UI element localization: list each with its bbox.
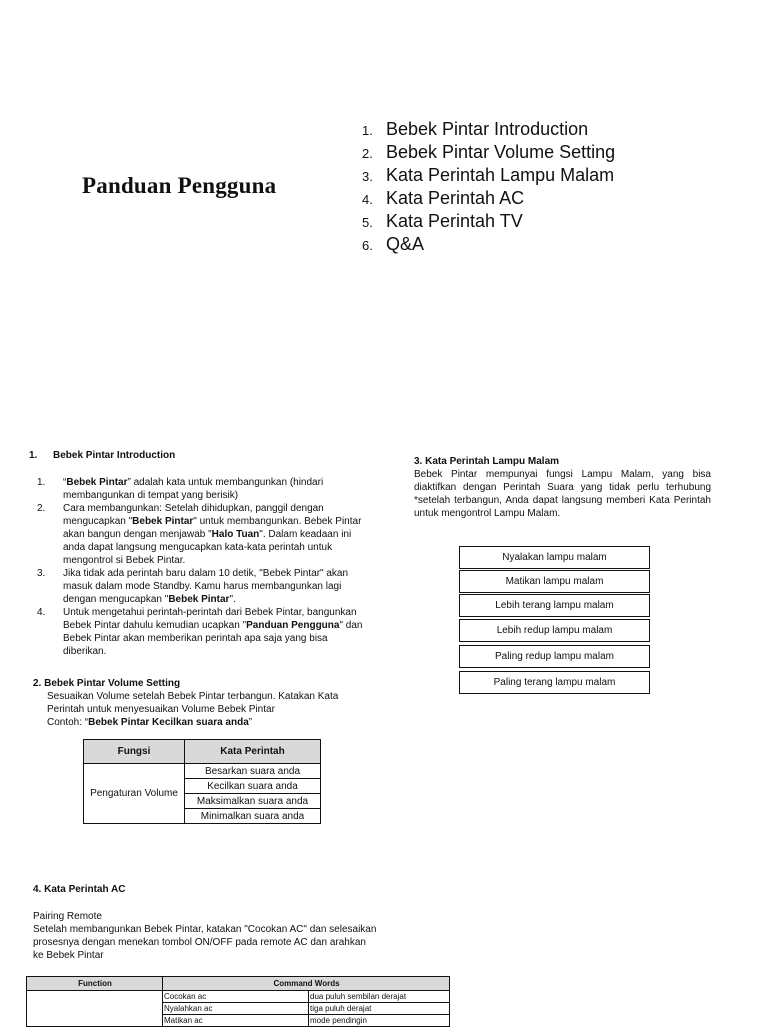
toc-label: Kata Perintah Lampu Malam bbox=[386, 165, 615, 185]
toc-number: 5. bbox=[362, 215, 373, 230]
toc-number: 1. bbox=[362, 123, 373, 138]
table-cell-command: Maksimalkan suara anda bbox=[185, 794, 321, 809]
table-cell-command: tiga puluh derajat bbox=[309, 1003, 450, 1015]
table-header-row bbox=[27, 977, 450, 991]
example-prefix: Contoh: “ bbox=[47, 717, 89, 728]
toc-label: Q&A bbox=[386, 234, 425, 254]
table-cell-command: Cocokan ac bbox=[163, 991, 309, 1003]
list-text: Jika tidak ada perintah baru dalam 10 detik, "Bebek Pintar" akan masuk dalam mode Standby. Kamu harus membangunkan lagi dengan mengucapkan " bbox=[63, 568, 349, 605]
toc-label: Kata Perintah AC bbox=[386, 188, 525, 208]
list-item bbox=[37, 502, 364, 567]
table-cell-function: Pengaturan Volume bbox=[84, 764, 185, 824]
section-3-description: Bebek Pintar mempunyai fungsi Lampu Malam, yang bisa diaktifkan dengan Perintah Suara yang tidak perlu terhubung *setelah terbangun, Anda dapat langsung memberi Kata Perintah untuk mengontrol Lampu Malam. bbox=[414, 469, 711, 519]
toc-label: Kata Perintah TV bbox=[386, 211, 523, 231]
ac-table bbox=[26, 976, 450, 1027]
table-cell-command: Minimalkan suara anda bbox=[185, 809, 321, 824]
list-item bbox=[37, 567, 364, 606]
toc-number: 2. bbox=[362, 146, 373, 161]
table-cell-command: dua puluh sembilan derajat bbox=[309, 991, 450, 1003]
toc-item bbox=[362, 118, 762, 141]
table-header-cell: Fungsi bbox=[84, 740, 185, 764]
list-text: “ bbox=[63, 477, 67, 488]
list-text: " untuk membangunkan. Bebek Pintar akan bangun dengan menjawab " bbox=[63, 516, 362, 540]
section-2-description: Sesuaikan Volume setelah Bebek Pintar terbangun. Katakan Kata Perintah untuk menyesuaikan Volume Bebek Pintar bbox=[47, 691, 339, 715]
bold-text: Panduan Pengguna bbox=[246, 620, 340, 631]
table-cell-command: Nyalahkan ac bbox=[163, 1003, 309, 1015]
document-title: Panduan Pengguna bbox=[82, 173, 277, 198]
lamp-command-box: Matikan lampu malam bbox=[459, 570, 650, 593]
table-cell-command: mode pendingin bbox=[309, 1015, 450, 1027]
table-cell-command: Matikan ac bbox=[163, 1015, 309, 1027]
toc-item bbox=[362, 141, 762, 164]
lamp-command-box: Paling terang lampu malam bbox=[459, 671, 650, 694]
list-text: Untuk mengetahui perintah-perintah dari Bebek Pintar, bangunkan Bebek Pintar dahulu kemudian ucapkan " bbox=[63, 607, 357, 631]
table-cell-function bbox=[27, 991, 163, 1027]
section-2-example bbox=[47, 716, 367, 729]
list-item bbox=[37, 476, 364, 502]
example-suffix: ” bbox=[248, 717, 253, 728]
lamp-command-box: Nyalakan lampu malam bbox=[459, 546, 650, 569]
toc-item bbox=[362, 164, 762, 187]
toc-label: Bebek Pintar Volume Setting bbox=[386, 142, 616, 162]
section-4-subtitle: Pairing Remote bbox=[33, 911, 102, 922]
list-text: ” adalah kata untuk membangunkan (hindari membangunkan di tempat yang berisik) bbox=[63, 477, 324, 501]
list-text: ". Dalam keadaan ini anda dapat langsung mengucapkan kata-kata perintah untuk mengontrol si Bebek Pintar. bbox=[63, 529, 352, 566]
table-header-cell: Function bbox=[27, 977, 163, 991]
example-command: Bebek Pintar Kecilkan suara anda bbox=[88, 717, 249, 728]
bold-text: Bebek Pintar bbox=[66, 477, 128, 488]
list-number: 4. bbox=[37, 607, 46, 618]
list-item bbox=[37, 606, 364, 658]
bold-text: Bebek Pintar bbox=[168, 594, 230, 605]
toc-number: 6. bbox=[362, 238, 373, 253]
list-number: 3. bbox=[37, 568, 46, 579]
toc-item bbox=[362, 210, 762, 233]
table-cell-command: Kecilkan suara anda bbox=[185, 779, 321, 794]
toc-label: Bebek Pintar Introduction bbox=[386, 119, 589, 139]
section-4-heading: 4. Kata Perintah AC bbox=[33, 884, 126, 895]
list-text: ". bbox=[229, 594, 236, 605]
table-header-row bbox=[84, 740, 321, 764]
bold-text: Halo Tuan bbox=[211, 529, 260, 540]
table-cell-command: Besarkan suara anda bbox=[185, 764, 321, 779]
table-header-cell: Command Words bbox=[163, 977, 450, 991]
toc-number: 4. bbox=[362, 192, 373, 207]
table-row bbox=[84, 764, 321, 779]
list-number: 2. bbox=[37, 503, 46, 514]
list-number: 1. bbox=[37, 477, 46, 488]
bold-text: Bebek Pintar bbox=[132, 516, 194, 527]
section-1-number: 1. bbox=[29, 450, 38, 461]
table-row bbox=[27, 991, 450, 1003]
section-3-heading: 3. Kata Perintah Lampu Malam bbox=[414, 456, 560, 467]
section-1-list bbox=[37, 476, 364, 658]
table-of-contents bbox=[362, 118, 762, 256]
volume-table bbox=[83, 739, 321, 824]
section-2-heading: 2. Bebek Pintar Volume Setting bbox=[33, 678, 181, 689]
section-1-title: Bebek Pintar Introduction bbox=[53, 450, 176, 461]
section-4-description: Setelah membangunkan Bebek Pintar, katakan "Cocokan AC" dan selesaikan prosesnya dengan menekan tombol ON/OFF pada remote AC dan arahkan ke Bebek Pintar bbox=[33, 924, 377, 961]
list-text: Cara membangunkan: Setelah dihidupkan, panggil dengan mengucapkan " bbox=[63, 503, 324, 527]
toc-item bbox=[362, 233, 762, 256]
list-text: " dan Bebek Pintar akan memberikan perintah apa saja yang bisa diberikan. bbox=[63, 620, 363, 657]
toc-number: 3. bbox=[362, 169, 373, 184]
lamp-command-box: Lebih terang lampu malam bbox=[459, 594, 650, 617]
table-header-cell: Kata Perintah bbox=[185, 740, 321, 764]
toc-item bbox=[362, 187, 762, 210]
lamp-command-box: Paling redup lampu malam bbox=[459, 645, 650, 668]
lamp-command-box: Lebih redup lampu malam bbox=[459, 619, 650, 642]
section-1-heading bbox=[29, 450, 175, 461]
